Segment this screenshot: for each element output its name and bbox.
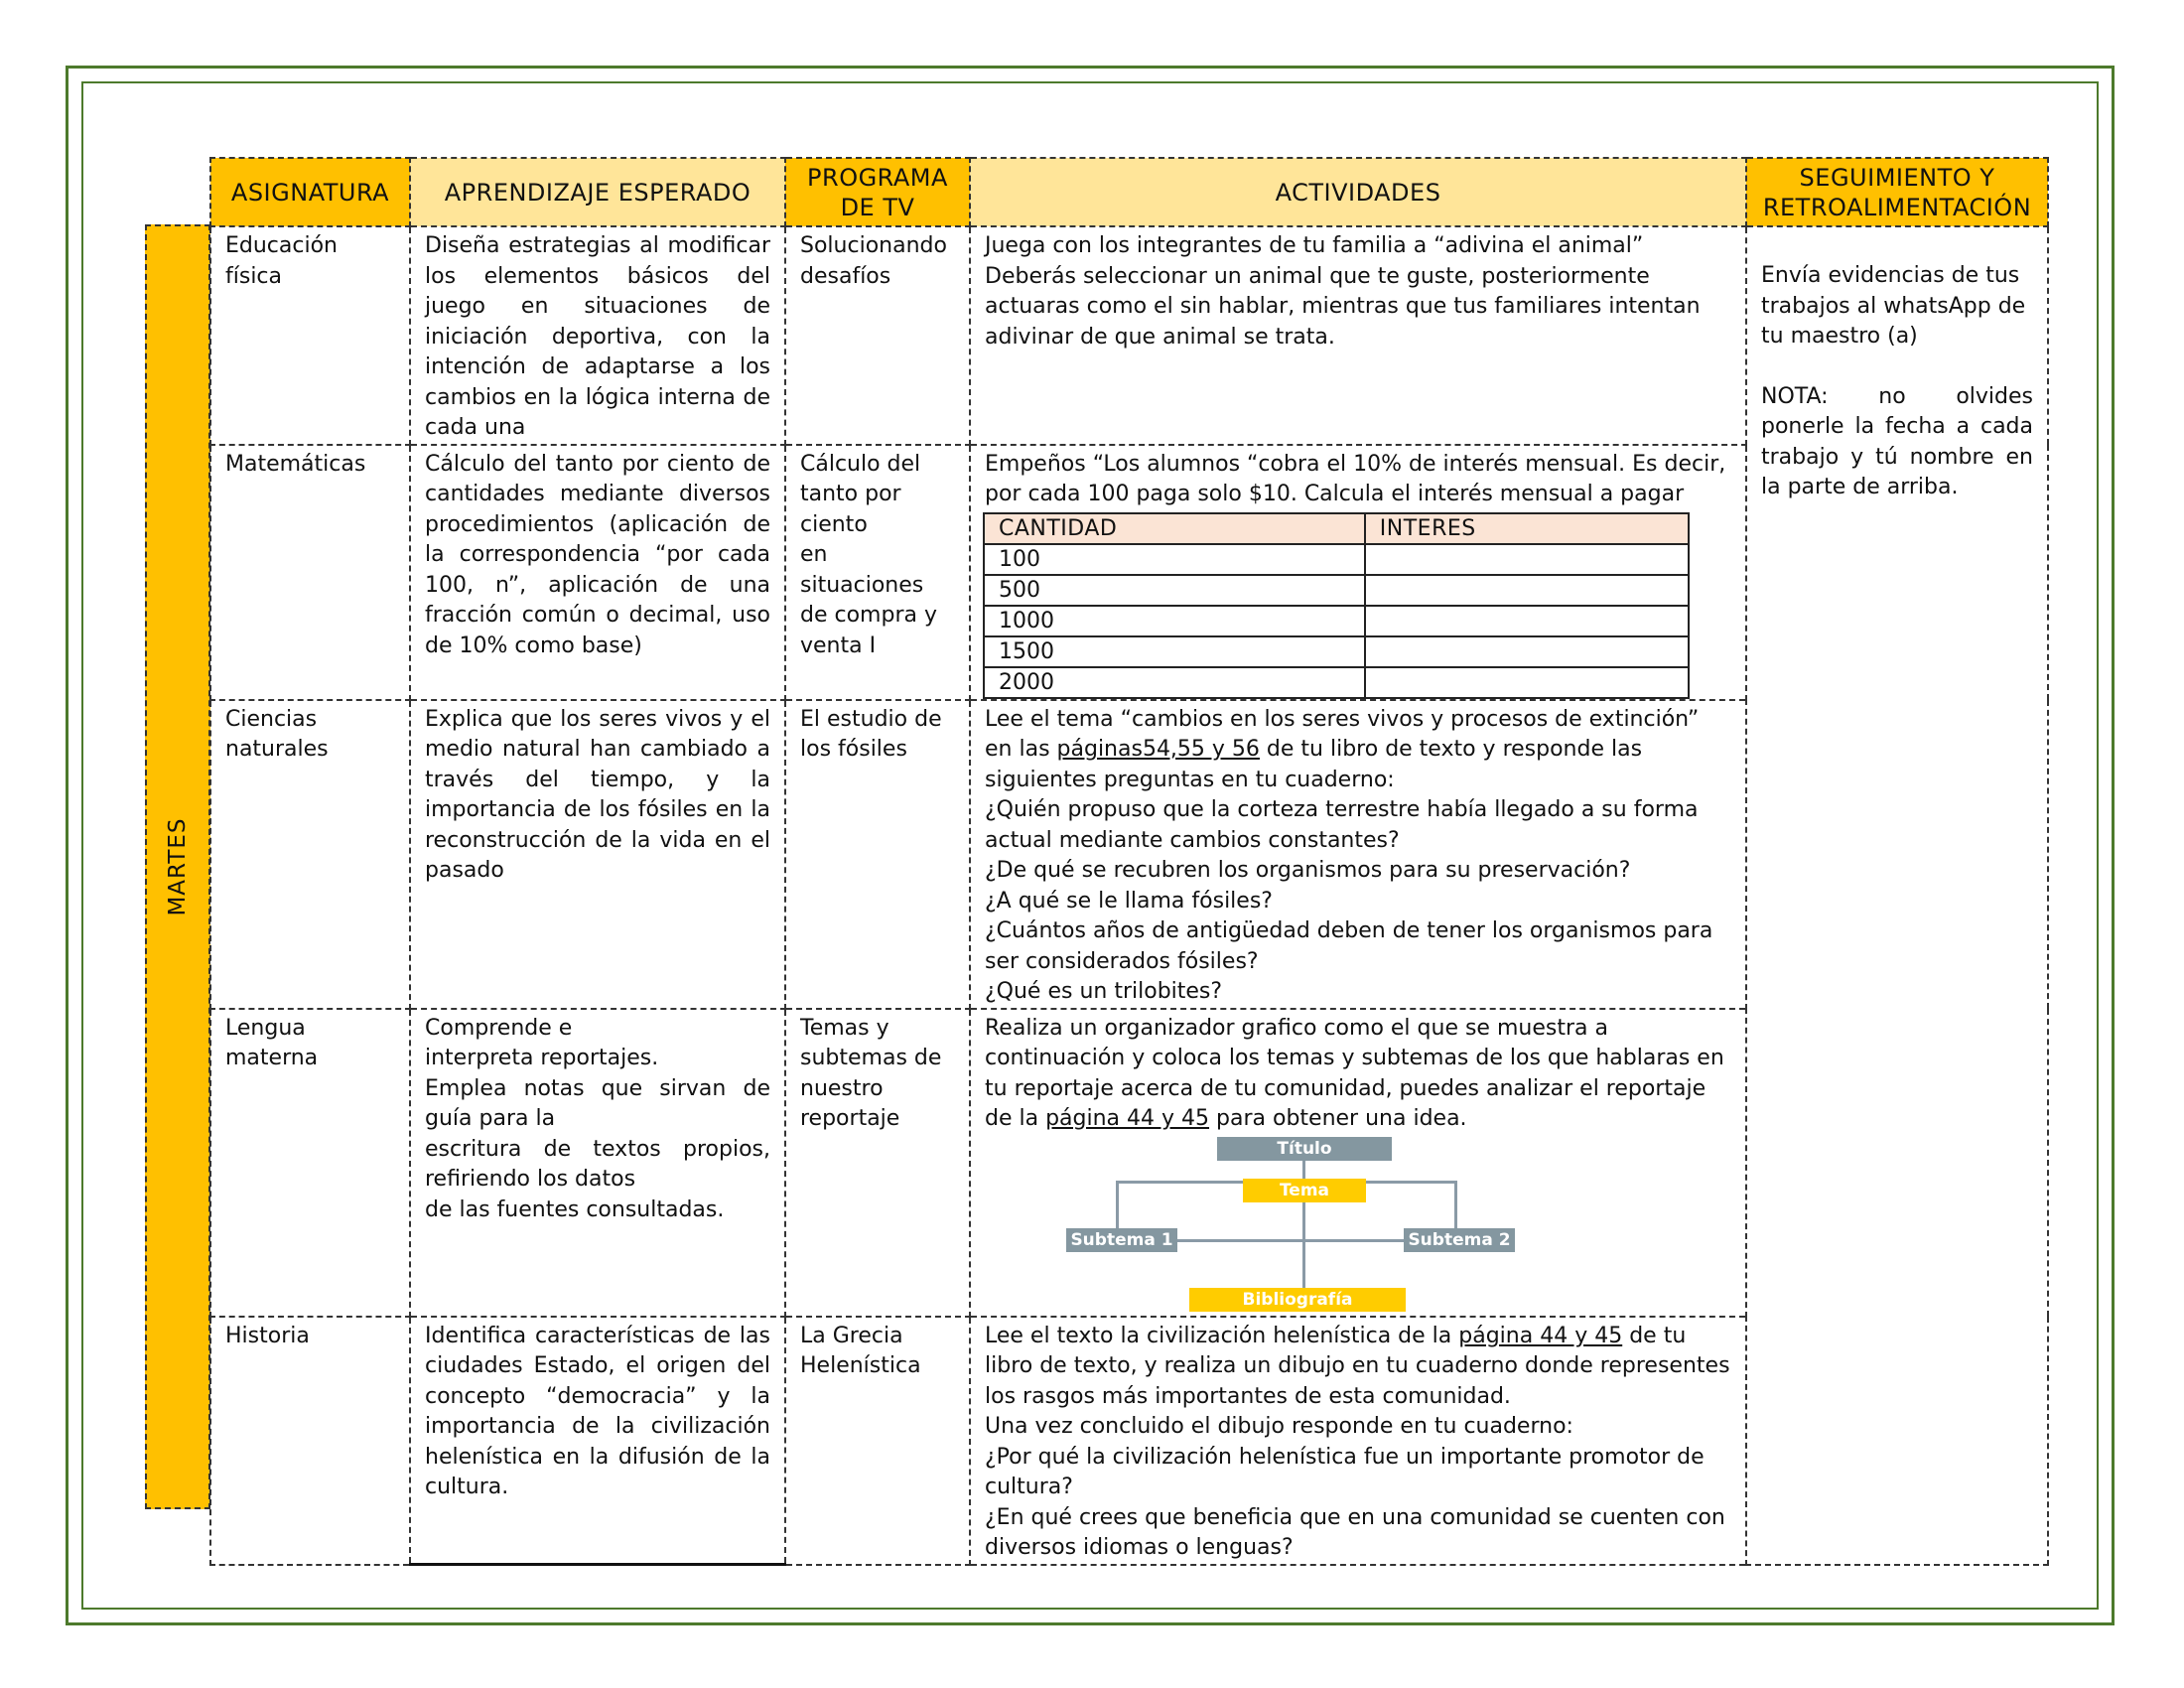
pregunta: ¿Por qué la civilización helenística fue un importante promotor de cultura? <box>985 1444 1705 1499</box>
pregunta: ¿En qué crees que beneficia que en una comunidad se cuenten con diversos idiomas o lenguas? <box>985 1504 1725 1560</box>
seguimiento-cell <box>1746 226 2048 1565</box>
actividades-cell: Juega con los integrantes de tu familia a “adivina el animal” Deberás seleccionar un animal que te guste, posteriormente actuaras como el sin hablar, mientras que tus familiares intentan adivinar de que animal se trata. <box>970 226 1746 445</box>
organizer-bibliografia: Bibliografía <box>1189 1288 1406 1312</box>
interest-table <box>983 512 1690 699</box>
actividad-text: Empeños “Los alumnos “cobra el 10% de interés mensual. Es decir, por cada 100 paga solo $10. Calcula el interés mensual a pagar <box>985 451 1726 506</box>
aprendizaje-cell: Explica que los seres vivos y el medio natural han cambiado a través del tiempo, y la importancia de los fósiles en la reconstrucción de la vida en el pasado <box>410 700 785 1009</box>
interest-input-cell <box>1365 667 1689 698</box>
programa-cell: El estudio de los fósiles <box>785 700 970 1009</box>
pregunta: ¿A qué se le llama fósiles? <box>985 888 1273 914</box>
aprendizaje-cell: Comprende e interpreta reportajes. Emplea notas que sirvan de guía para la escritura de textos propios, refiriendo los datos de las fuentes consultadas. <box>410 1009 785 1317</box>
asignatura-cell: Ciencias naturales <box>210 700 410 1009</box>
asignatura-cell: Historia <box>210 1317 410 1565</box>
header-asignatura: ASIGNATURA <box>210 158 410 226</box>
asignatura-cell: Educación física <box>210 226 410 445</box>
header-row <box>210 158 2048 226</box>
pregunta: ¿Qué es un trilobites? <box>985 979 1223 1004</box>
actividades-cell: Lee el texto la civilización helenística de la página 44 y 45 de tu libro de texto, y realiza un dibujo en tu cuaderno donde representes los rasgos más importantes de esta comunidad. Una vez concluido el dibujo responde en tu cuaderno: ¿Por qué la civilización helenística fue un importante promotor de cultura? ¿En qué crees que beneficia que en una comunidad se cuenten con diversos idiomas o lenguas? <box>970 1317 1746 1565</box>
day-sidebar <box>145 224 210 1509</box>
pregunta: ¿De qué se recubren los organismos para su preservación? <box>985 858 1631 883</box>
table-row <box>210 226 2048 445</box>
interest-col-cantidad: CANTIDAD <box>984 513 1365 544</box>
programa-cell: Solucionando desafíos <box>785 226 970 445</box>
interest-input-cell <box>1365 636 1689 667</box>
organizer-tema: Tema <box>1243 1179 1366 1202</box>
schedule-table <box>209 157 2049 1566</box>
pregunta: ¿Cuántos años de antigüedad deben de tener los organismos para ser considerados fósiles? <box>985 918 1713 974</box>
interest-input-cell <box>1365 544 1689 575</box>
organizer-subtema-1: Subtema 1 <box>1066 1228 1177 1252</box>
interest-row: 1500 <box>984 636 1689 667</box>
organizer-titulo: Título <box>1217 1137 1392 1161</box>
programa-cell: Cálculo del tanto por ciento en situaciones de compra y venta I <box>785 445 970 700</box>
interest-row: 2000 <box>984 667 1689 698</box>
interest-row: 100 <box>984 544 1689 575</box>
interest-col-interes: INTERES <box>1365 513 1689 544</box>
organizer-subtema-2: Subtema 2 <box>1404 1228 1515 1252</box>
aprendizaje-cell: Cálculo del tanto por ciento de cantidades mediante diversos procedimientos (aplicación de la correspondencia “por cada 100, n”, aplicación de una fracción común o decimal, uso de 10% como base) <box>410 445 785 700</box>
pregunta: ¿Quién propuso que la corteza terrestre había llegado a su forma actual mediante cambios constantes? <box>985 797 1699 853</box>
aprendizaje-cell: Identifica características de las ciudades Estado, el origen del concepto “democracia” y la importancia de la civilización helenística en la difusión de la cultura. <box>410 1317 785 1565</box>
graphic-organizer <box>1066 1137 1543 1316</box>
header-actividades: ACTIVIDADES <box>970 158 1746 226</box>
pages-link: página 44 y 45 <box>1045 1106 1210 1131</box>
actividades-cell: Lee el tema “cambios en los seres vivos y procesos de extinción” en las páginas54,55 y 56 de tu libro de texto y responde las siguientes preguntas en tu cuaderno: ¿Quién propuso que la corteza terrestre había llegado a su forma actual mediante cambios constantes? ¿De qué se recubren los organismos para su preservación? ¿A qué se le llama fósiles? ¿Cuántos años de antigüedad deben de tener los organismos para ser considerados fósiles? ¿Qué es un trilobites? <box>970 700 1746 1009</box>
actividades-cell <box>970 445 1746 700</box>
header-aprendizaje: APRENDIZAJE ESPERADO <box>410 158 785 226</box>
seguimiento-nota: NOTA: no olvides ponerle la fecha a cada trabajo y tú nombre en la parte de arriba. <box>1761 383 2033 499</box>
interest-row: 500 <box>984 575 1689 606</box>
pages-link: páginas54,55 y 56 <box>1056 737 1260 762</box>
aprendizaje-cell: Diseña estrategias al modificar los elementos básicos del juego en situaciones de iniciación deportiva, con la intención de adaptarse a los cambios en la lógica interna de cada una <box>410 226 785 445</box>
interest-input-cell <box>1365 575 1689 606</box>
header-seguimiento: SEGUIMIENTO Y RETROALIMENTACIÓN <box>1746 158 2048 226</box>
asignatura-cell: Lengua materna <box>210 1009 410 1317</box>
actividades-cell: Realiza un organizador grafico como el que se muestra a continuación y coloca los temas y subtemas de los que hablaras en tu reportaje acerca de tu comunidad, puedes analizar el reportaje de la página 44 y 45 para obtener una idea. Título Tema Subtema 1 Subtema 2 Bibliografía <box>970 1009 1746 1317</box>
header-programa: PROGRAMA DE TV <box>785 158 970 226</box>
seguimiento-text: Envía evidencias de tus trabajos al whatsApp de tu maestro (a) <box>1761 263 2026 349</box>
interest-input-cell <box>1365 606 1689 636</box>
programa-cell: Temas y subtemas de nuestro reportaje <box>785 1009 970 1317</box>
pages-link: página 44 y 45 <box>1458 1323 1623 1348</box>
programa-cell: La Grecia Helenística <box>785 1317 970 1565</box>
interest-row: 1000 <box>984 606 1689 636</box>
day-label: MARTES <box>165 817 191 916</box>
asignatura-cell: Matemáticas <box>210 445 410 700</box>
